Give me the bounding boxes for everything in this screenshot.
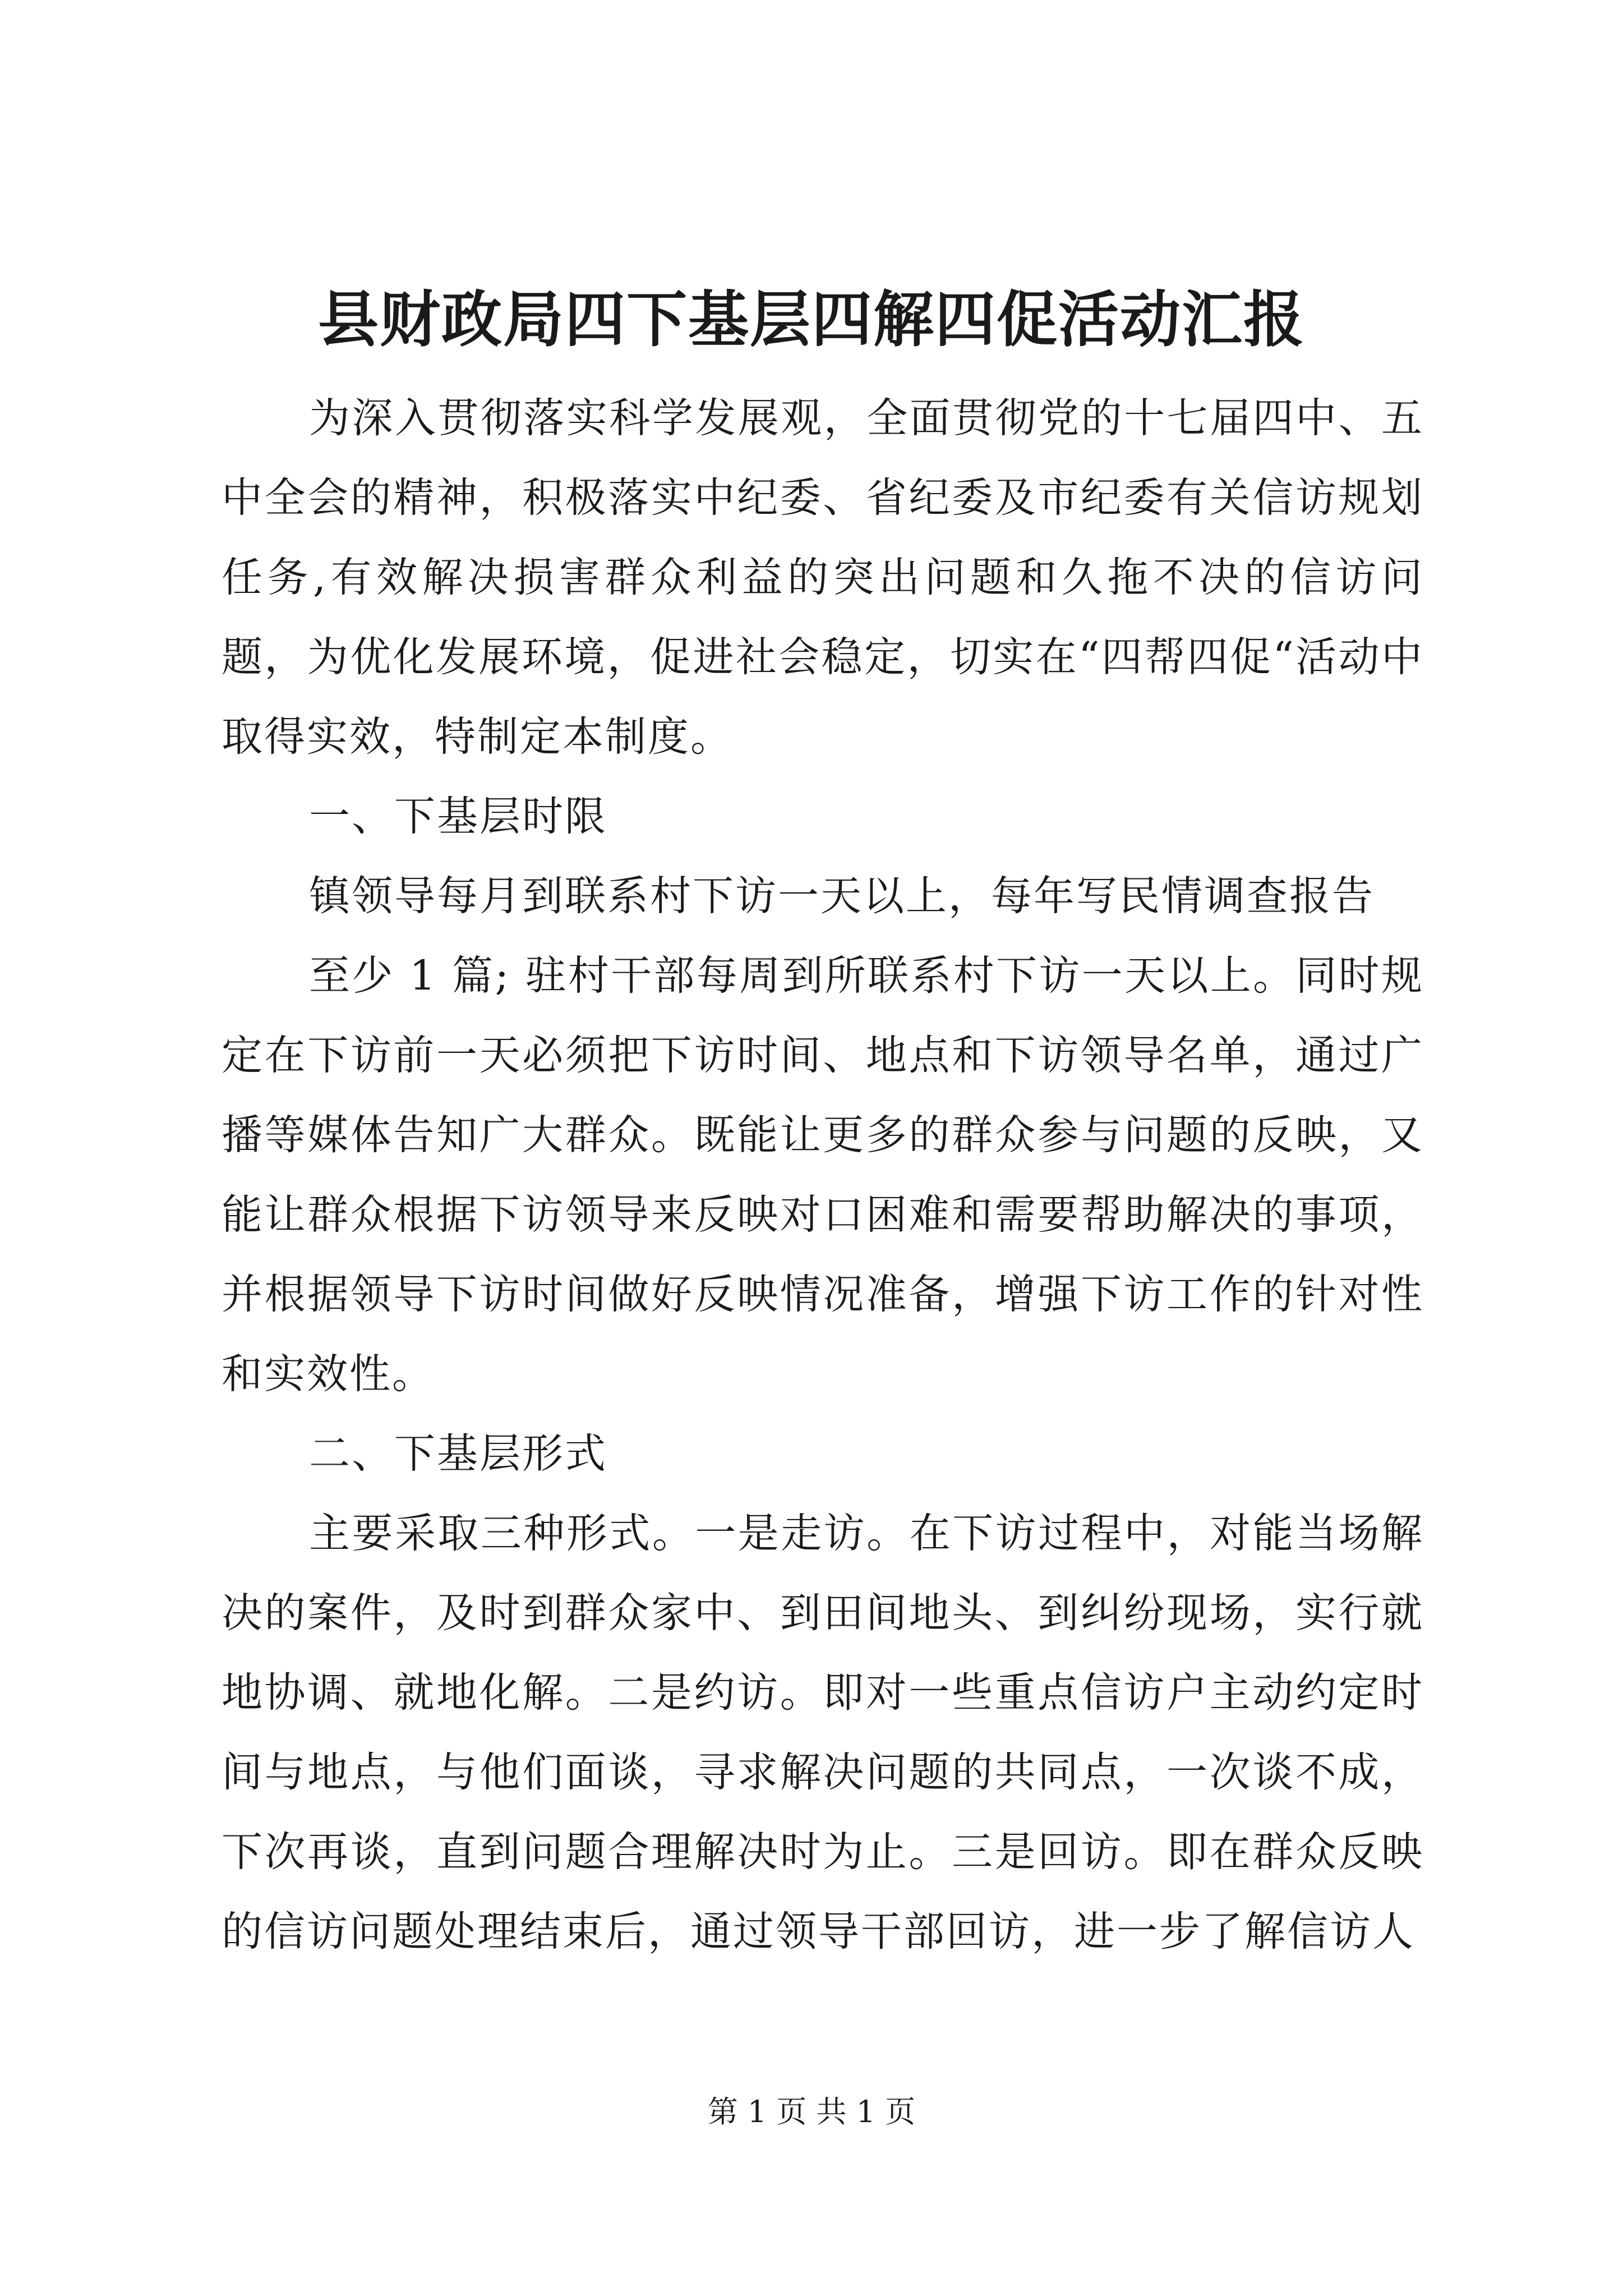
page-footer: 第 1 页 共 1 页 bbox=[707, 2094, 916, 2129]
document-title: 县财政局四下基层四解四促活动汇报 bbox=[317, 284, 1305, 355]
paragraph-forms: 主要采取三种形式。一是走访。在下访过程中，对能当场解决的案件，及时到群众家中、到田间地头、到纠纷现场，实行就地协调、就地化解。二是约访。即对一些重点信访户主动约定时间与地点，与他们面谈，寻求解决问题的共同点，一次谈不成，下次再谈，直到问题合理解决时为止。三是回访。即在群众反映的信访问题处理结束后，通过领导干部回访，进一步了解信访人 bbox=[222, 1510, 1424, 1955]
paragraph-intro: 为深入贯彻落实科学发展观，全面贯彻党的十七届四中、五中全会的精神，积极落实中纪委、省纪委及市纪委有关信访规划任务,有效解决损害群众利益的突出问题和久拖不决的信访问题，为优化发展环境，促进社会稳定，切实在“四帮四促“活动中取得实效，特制定本制度。 bbox=[222, 394, 1424, 761]
paragraph-time-limit-cont: 至少 1 篇; 驻村干部每周到所联系村下访一天以上。同时规定在下访前一天必须把下访时间、地点和下访领导名单，通过广播等媒体告知广大群众。既能让更多的群众参与问题的反映，又能让群众根据下访领导来反映对口困难和需要帮助解决的事项，并根据领导下访时间做好反映情况准备，增强下访工作的针对性和实效性。 bbox=[222, 952, 1424, 1398]
section-heading-2: 二、下基层形式 bbox=[309, 1430, 607, 1478]
paragraph-time-limit: 镇领导每月到联系村下访一天以上，每年写民情调查报告 bbox=[309, 872, 1375, 920]
section-heading-1: 一、下基层时限 bbox=[309, 793, 607, 840]
document-body bbox=[222, 379, 1424, 1972]
